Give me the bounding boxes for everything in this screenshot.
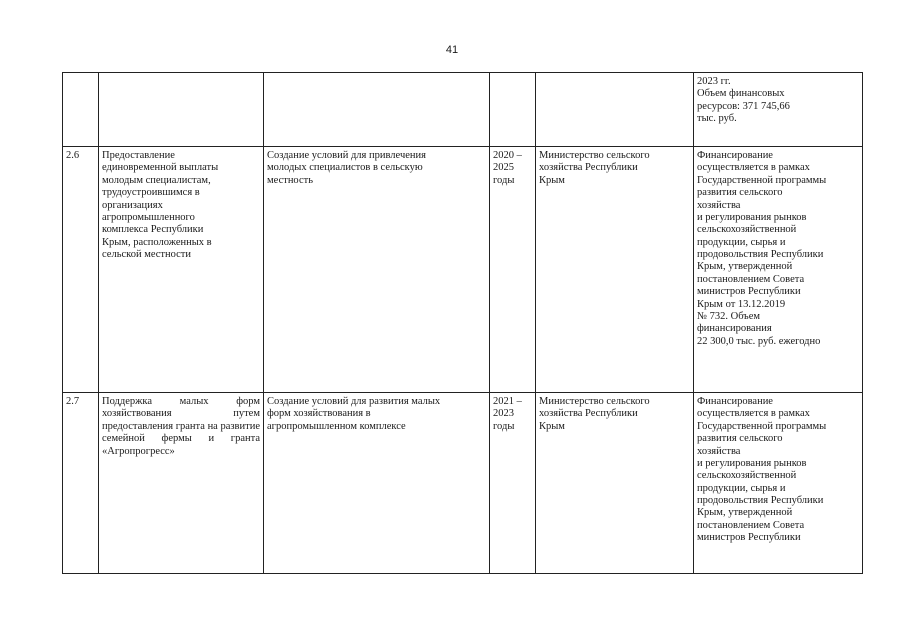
cell-number: 2.7 bbox=[63, 393, 99, 574]
table-row bbox=[63, 147, 863, 393]
table-row bbox=[63, 73, 863, 147]
cell-measure-name: Предоставление единовременной выплаты молодым специалистам, трудоустроившимся в организациях агропромышленного комплекса Республики Крым, расположенных в сельской местности bbox=[99, 147, 264, 393]
cell-funding: Финансирование осуществляется в рамках Государственной программы развития сельского хозяйства и регулирования рынков сельскохозяйственной продукции, сырья и продовольствия Республики Крым, утвержденной постановлением Совета министров Республики bbox=[694, 393, 863, 574]
cell-executor bbox=[536, 73, 694, 147]
cell-number: 2.6 bbox=[63, 147, 99, 393]
table-row bbox=[63, 393, 863, 574]
cell-goal: Создание условий для развития малых форм хозяйствования в агропромышленном комплексе bbox=[264, 393, 490, 574]
cell-funding: Финансирование осуществляется в рамках Государственной программы развития сельского хозяйства и регулирования рынков сельскохозяйственной продукции, сырья и продовольствия Республики Крым, утвержденной постановлением Совета министров Республики Крым от 13.12.2019 № 732. Объем финансирования 22 300,0 тыс. руб. ежегодно bbox=[694, 147, 863, 393]
measures-table bbox=[62, 72, 863, 574]
cell-funding: 2023 гг. Объем финансовых ресурсов: 371 745,66 тыс. руб. bbox=[694, 73, 863, 147]
page-number: 41 bbox=[445, 44, 459, 56]
cell-measure-name: Поддержка малых форм хозяйствования путем предоставления гранта на развитие семейной фермы и гранта «Агропрогресс» bbox=[99, 393, 264, 574]
cell-number bbox=[63, 73, 99, 147]
cell-period bbox=[490, 73, 536, 147]
cell-goal bbox=[264, 73, 490, 147]
cell-executor: Министерство сельского хозяйства Республики Крым bbox=[536, 147, 694, 393]
cell-period: 2021 – 2023 годы bbox=[490, 393, 536, 574]
cell-period: 2020 – 2025 годы bbox=[490, 147, 536, 393]
cell-measure-name bbox=[99, 73, 264, 147]
cell-executor: Министерство сельского хозяйства Республики Крым bbox=[536, 393, 694, 574]
cell-goal: Создание условий для привлечения молодых специалистов в сельскую местность bbox=[264, 147, 490, 393]
